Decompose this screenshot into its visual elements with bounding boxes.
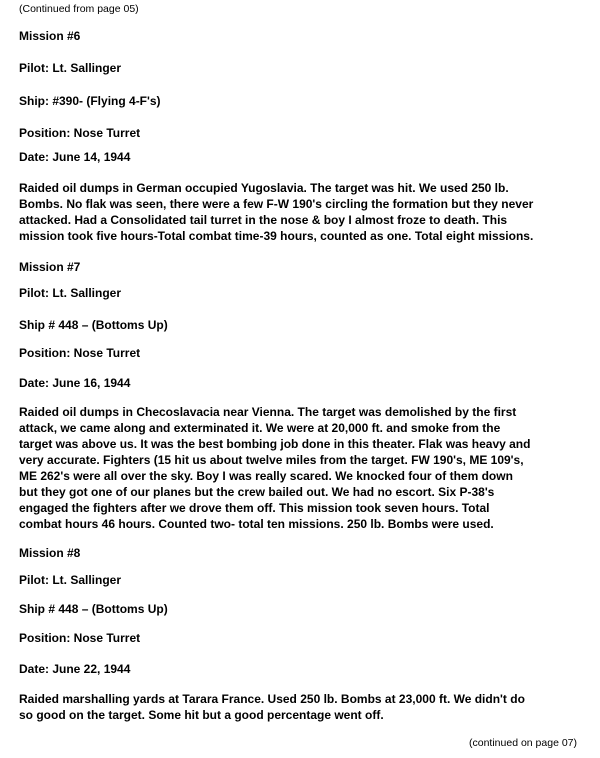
- narrative-line: attacked. Had a Consolidated tail turret in the nose & boy I almost froze to death. This: [19, 213, 508, 227]
- narrative-line: target was above us. It was the best bombing job done in this theater. Flak was heavy and: [19, 437, 531, 451]
- mission-8-position: Position: Nose Turret: [19, 631, 141, 645]
- mission-7-position: Position: Nose Turret: [19, 346, 141, 360]
- continued-on-note: (continued on page 07): [469, 737, 577, 749]
- mission-8-narrative: [19, 691, 589, 723]
- narrative-line: Raided marshalling yards at Tarara France. Used 250 lb. Bombs at 23,000 ft. We didn't do: [19, 692, 525, 706]
- narrative-line: ME 262's were all over the sky. Boy I was really scared. We knocked four of them down: [19, 469, 513, 483]
- mission-6-narrative: [19, 180, 589, 244]
- narrative-line: very accurate. Fighters (15 hit us about twelve miles from the target. FW 190's, ME 109's,: [19, 453, 524, 467]
- mission-7-date: Date: June 16, 1944: [19, 376, 131, 390]
- mission-6-pilot: Pilot: Lt. Sallinger: [19, 61, 122, 75]
- mission-7-pilot: Pilot: Lt. Sallinger: [19, 286, 122, 300]
- mission-7-title: Mission #7: [19, 260, 81, 274]
- narrative-line: engaged the fighters after we drove them off. This mission took seven hours. Total: [19, 501, 490, 515]
- mission-6-date: Date: June 14, 1944: [19, 150, 131, 164]
- narrative-line: so good on the target. Some hit but a good percentage went off.: [19, 708, 384, 722]
- continued-from-note: (Continued from page 05): [19, 3, 139, 15]
- narrative-line: Raided oil dumps in German occupied Yugoslavia. The target was hit. We used 250 lb.: [19, 181, 509, 195]
- narrative-line: attack, we came along and exterminated it. We were at 20,000 ft. and smoke from the: [19, 421, 501, 435]
- mission-8-date: Date: June 22, 1944: [19, 662, 131, 676]
- mission-6-title: Mission #6: [19, 29, 81, 43]
- mission-8-ship: Ship # 448 – (Bottoms Up): [19, 602, 168, 616]
- mission-8-title: Mission #8: [19, 546, 81, 560]
- mission-6-position: Position: Nose Turret: [19, 126, 141, 140]
- narrative-line: Bombs. No flak was seen, there were a few F-W 190's circling the formation but they never: [19, 197, 534, 211]
- mission-7-narrative: [19, 404, 589, 532]
- mission-7-ship: Ship # 448 – (Bottoms Up): [19, 318, 168, 332]
- narrative-line: mission took five hours-Total combat time-39 hours, counted as one. Total eight missions.: [19, 229, 534, 243]
- narrative-line: but they got one of our planes but the crew bailed out. We had no escort. Six P-38's: [19, 485, 495, 499]
- mission-8-pilot: Pilot: Lt. Sallinger: [19, 573, 122, 587]
- narrative-line: Raided oil dumps in Checoslavacia near Vienna. The target was demolished by the first: [19, 405, 517, 419]
- mission-6-ship: Ship: #390- (Flying 4-F's): [19, 94, 161, 108]
- narrative-line: combat hours 46 hours. Counted two- total ten missions. 250 lb. Bombs were used.: [19, 517, 494, 531]
